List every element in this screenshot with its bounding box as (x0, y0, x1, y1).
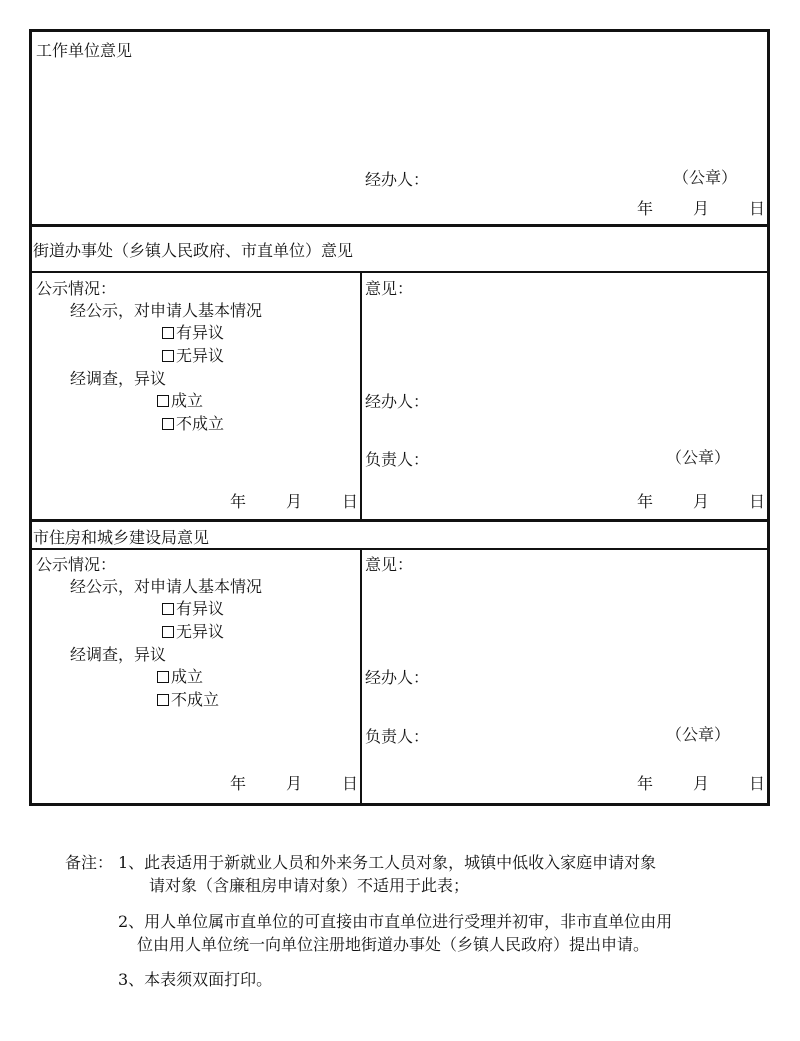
section3-left-day: 日 (342, 774, 359, 793)
section2-right-day: 日 (749, 492, 766, 511)
section3-publicity-label: 公示情况： (36, 555, 117, 574)
section1-day: 日 (749, 199, 766, 218)
section3-right-month: 月 (693, 774, 710, 793)
table-right-border (767, 29, 770, 806)
section3-investigation-text: 经调查，异议 (70, 645, 167, 664)
section2-column-divider (360, 271, 362, 521)
section2-option-invalid[interactable] (162, 414, 224, 434)
section3-column-divider (360, 548, 362, 805)
checkbox[interactable] (157, 671, 169, 683)
note-1-line-1: 1、此表适用于新就业人员和外来务工人员对象，城镇中低收入家庭申请对象 (118, 853, 657, 872)
section3-left-year: 年 (230, 774, 247, 793)
note-2-line-1: 2、用人单位属市直单位的可直接由市直单位进行受理并初审，非市直单位由用 (118, 912, 673, 931)
section2-publicity-label: 公示情况： (36, 279, 117, 298)
section2-option-valid[interactable] (157, 391, 203, 411)
section2-seal-label: （公章） (666, 448, 731, 467)
section3-handler-label: 经办人： (365, 668, 430, 687)
section1-title: 工作单位意见 (36, 41, 133, 60)
divider-section2-bottom (29, 519, 770, 522)
table-bottom-border (29, 803, 770, 806)
section2-investigation-text: 经调查，异议 (70, 369, 167, 388)
section2-handler-label: 经办人： (365, 392, 430, 411)
table-left-border (29, 29, 32, 806)
divider-section2-header (29, 271, 770, 273)
option-label: 无异议 (176, 622, 225, 641)
section1-handler-label: 经办人： (365, 170, 430, 189)
section3-option-no-objection[interactable] (162, 622, 224, 642)
checkbox[interactable] (162, 626, 174, 638)
checkbox[interactable] (162, 418, 174, 430)
section2-publicity-text: 经公示，对申请人基本情况 (70, 301, 263, 320)
section3-right-year: 年 (637, 774, 654, 793)
note-2-line-2: 位由用人单位统一向单位注册地街道办事处（乡镇人民政府）提出申请。 (137, 935, 650, 954)
section3-right-day: 日 (749, 774, 766, 793)
section2-right-year: 年 (637, 492, 654, 511)
option-label: 成立 (171, 667, 204, 686)
section2-option-has-objection[interactable] (162, 323, 224, 343)
section2-right-month: 月 (693, 492, 710, 511)
section3-opinion-label: 意见： (365, 555, 414, 574)
section1-year: 年 (637, 199, 654, 218)
section3-left-month: 月 (286, 774, 303, 793)
section3-option-valid[interactable] (157, 667, 203, 687)
section2-left-day: 日 (342, 492, 359, 511)
section1-month: 月 (693, 199, 710, 218)
divider-section3-header (29, 548, 770, 550)
divider-section1-bottom (29, 224, 770, 227)
checkbox[interactable] (157, 395, 169, 407)
note-1-line-2: 请对象（含廉租房申请对象）不适用于此表； (149, 876, 470, 895)
section2-opinion-label: 意见： (365, 279, 414, 298)
option-label: 有异议 (176, 599, 225, 618)
section2-responsible-label: 负责人： (365, 450, 430, 469)
notes-prefix: 备注： (65, 853, 114, 872)
section2-left-month: 月 (286, 492, 303, 511)
section3-publicity-text: 经公示，对申请人基本情况 (70, 577, 263, 596)
note-3: 3、本表须双面打印。 (118, 970, 273, 989)
section3-option-invalid[interactable] (157, 690, 219, 710)
section1-seal-label: （公章） (673, 168, 738, 187)
option-label: 成立 (171, 391, 204, 410)
option-label: 不成立 (171, 690, 220, 709)
option-label: 有异议 (176, 323, 225, 342)
section3-seal-label: （公章） (666, 725, 731, 744)
section2-left-year: 年 (230, 492, 247, 511)
section3-responsible-label: 负责人： (365, 727, 430, 746)
section3-option-has-objection[interactable] (162, 599, 224, 619)
checkbox[interactable] (162, 327, 174, 339)
section2-option-no-objection[interactable] (162, 346, 224, 366)
table-top-border (29, 29, 770, 32)
checkbox[interactable] (162, 603, 174, 615)
checkbox[interactable] (157, 694, 169, 706)
option-label: 无异议 (176, 346, 225, 365)
option-label: 不成立 (176, 414, 225, 433)
section3-title: 市住房和城乡建设局意见 (33, 528, 210, 547)
section2-title: 街道办事处（乡镇人民政府、市直单位）意见 (33, 241, 354, 260)
checkbox[interactable] (162, 350, 174, 362)
